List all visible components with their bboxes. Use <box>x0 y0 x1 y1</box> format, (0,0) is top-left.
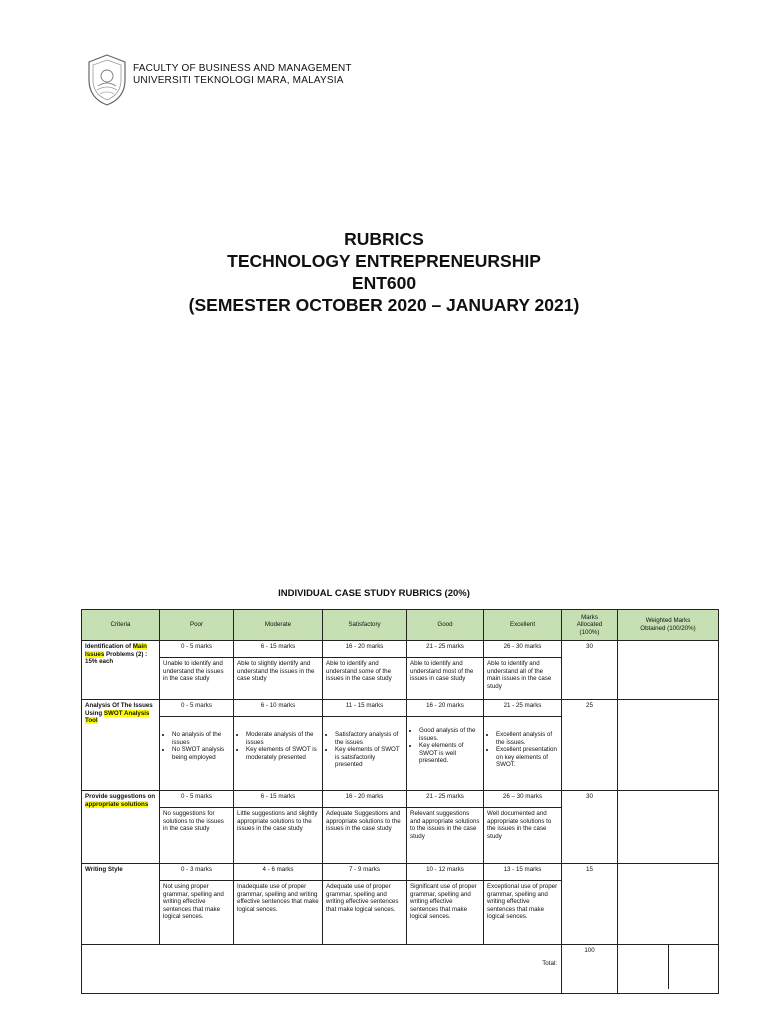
range-good: 10 - 12 marks <box>407 864 484 881</box>
weighted-marks-cell[interactable] <box>618 791 719 864</box>
criteria-text-post: Problems (2) : 15% each <box>85 650 148 666</box>
criteria-cell <box>82 641 160 700</box>
criteria-text: Analysis Of The Issues Using <box>85 702 153 717</box>
bullet-list <box>487 731 558 769</box>
desc-poor: Not using proper grammar, spelling and writing effective sentences that make logical sences. <box>160 881 234 945</box>
total-weighted-input[interactable] <box>618 945 669 989</box>
table-row <box>82 641 719 658</box>
title-course-name: TECHNOLOGY ENTREPRENEURSHIP <box>227 251 541 271</box>
desc-poor <box>160 717 234 791</box>
header-marks-line1: Marks <box>581 613 598 621</box>
header-marks-line2: Allocated <box>576 621 603 629</box>
weighted-marks-cell[interactable] <box>618 641 719 700</box>
range-satisfactory: 16 - 20 marks <box>323 641 407 658</box>
range-poor: 0 - 5 marks <box>160 700 234 717</box>
document-titles <box>0 228 768 316</box>
criteria-text: Provide suggestions on <box>85 793 156 800</box>
desc-excellent <box>484 717 562 791</box>
criteria-text: Identification of <box>85 643 133 650</box>
header-good: Good <box>407 610 484 641</box>
total-label-cell <box>82 945 562 994</box>
list-item: • Moderate analysis of the issues <box>246 731 319 746</box>
range-good: 21 - 25 marks <box>407 641 484 658</box>
header-weighted-line2: Obtained (100/20%) <box>640 625 696 632</box>
criteria-cell <box>82 791 160 864</box>
bullet-list <box>237 731 319 761</box>
table-row <box>82 791 719 808</box>
criteria-highlight: SWOT Analysis Tool <box>85 709 150 725</box>
range-poor: 0 - 5 marks <box>160 641 234 658</box>
marks-allocated-cell: 30 <box>562 791 618 864</box>
desc-good: Relevant suggestions and appropriate solutions to the issues in the case study <box>407 808 484 864</box>
uitm-crest-icon <box>84 52 130 108</box>
desc-excellent: Exceptional use of proper grammar, spelling and writing effective sentences that make logical sences. <box>484 881 562 945</box>
range-moderate: 6 - 15 marks <box>234 791 323 808</box>
list-item: • Key elements of SWOT is moderately presented <box>246 746 319 761</box>
marks-allocated-cell: 30 <box>562 641 618 700</box>
total-marks-cell: 100 <box>562 945 618 994</box>
table-header-row <box>82 610 719 641</box>
desc-moderate: Little suggestions and slightly appropriate solutions to the issues in the case study <box>234 808 323 864</box>
table-row <box>82 864 719 881</box>
university-name: UNIVERSITI TEKNOLOGI MARA, MALAYSIA <box>133 75 344 86</box>
desc-good: Significant use of proper grammar, spelling and writing effective sentences that make logical sences. <box>407 881 484 945</box>
rubric-table <box>81 609 719 994</box>
desc-satisfactory: Adequate use of proper grammar, spelling and writing effective sentences that make logical sences. <box>323 881 407 945</box>
total-row <box>82 945 719 994</box>
bullet-list <box>410 727 480 765</box>
range-satisfactory: 16 - 20 marks <box>323 791 407 808</box>
header-weighted-line1: Weighted Marks <box>645 617 691 625</box>
weighted-marks-cell[interactable] <box>618 700 719 791</box>
range-excellent: 13 - 15 marks <box>484 864 562 881</box>
table-row <box>82 700 719 717</box>
range-poor: 0 - 3 marks <box>160 864 234 881</box>
weighted-marks-cell[interactable] <box>618 864 719 945</box>
header-criteria: Criteria <box>82 610 160 641</box>
bullet-list <box>163 731 230 761</box>
desc-excellent: Able to identify and understand all of the main issues in the case study <box>484 658 562 700</box>
criteria-cell <box>82 864 160 945</box>
total-label: Total: <box>542 960 557 967</box>
desc-satisfactory <box>323 717 407 791</box>
range-moderate: 4 - 6 marks <box>234 864 323 881</box>
marks-allocated-cell: 15 <box>562 864 618 945</box>
range-good: 21 - 25 marks <box>407 791 484 808</box>
desc-good: Able to identify and understand most of the issues in case study <box>407 658 484 700</box>
title-rubrics: RUBRICS <box>344 229 424 249</box>
total-weighted-input-2[interactable] <box>669 945 719 989</box>
range-satisfactory: 7 - 9 marks <box>323 864 407 881</box>
desc-good <box>407 717 484 791</box>
title-semester: (SEMESTER OCTOBER 2020 – JANUARY 2021) <box>188 295 580 315</box>
desc-satisfactory: Adequate Suggestions and appropriate solutions to the issues in the case study <box>323 808 407 864</box>
desc-poor: Unable to identify and understand the issues in the case study <box>160 658 234 700</box>
header-marks-line3: (100%) <box>579 628 600 636</box>
header-marks-allocated <box>562 610 618 641</box>
bullet-list <box>326 731 403 769</box>
list-item: • Good analysis of the issues. <box>419 727 480 742</box>
faculty-name: FACULTY OF BUSINESS AND MANAGEMENT <box>133 63 352 74</box>
range-excellent: 26 – 30 marks <box>484 791 562 808</box>
criteria-highlight: appropriate solutions <box>85 800 149 808</box>
header-satisfactory: Satisfactory <box>323 610 407 641</box>
criteria-cell <box>82 700 160 791</box>
header-excellent: Excellent <box>484 610 562 641</box>
header-poor: Poor <box>160 610 234 641</box>
list-item: • No analysis of the issues <box>172 731 230 746</box>
range-excellent: 26 - 30 marks <box>484 641 562 658</box>
criteria-text: Writing Style <box>85 866 123 873</box>
criteria-highlight: Main Issues <box>85 643 147 658</box>
range-good: 16 - 20 marks <box>407 700 484 717</box>
header-moderate: Moderate <box>234 610 323 641</box>
list-item: • Excellent presentation on key elements of SWOT. <box>496 746 558 769</box>
desc-poor: No suggestions for solutions to the issues in the case study <box>160 808 234 864</box>
list-item: • Satisfactory analysis of the issues <box>335 731 403 746</box>
list-item: • No SWOT analysis being employed <box>172 746 230 761</box>
range-moderate: 6 - 15 marks <box>234 641 323 658</box>
range-moderate: 6 - 10 marks <box>234 700 323 717</box>
total-weighted-cell <box>618 945 719 994</box>
list-item: • Key elements of SWOT is satisfactorily presented <box>335 746 403 769</box>
table-caption: INDIVIDUAL CASE STUDY RUBRICS (20%) <box>278 588 470 599</box>
list-item: • Key elements of SWOT is well presented. <box>419 742 480 765</box>
desc-moderate <box>234 717 323 791</box>
header-text <box>133 63 352 87</box>
header-weighted-marks <box>618 610 719 641</box>
range-excellent: 21 - 25 marks <box>484 700 562 717</box>
desc-moderate: Inadequate use of proper grammar, spelling and writing effective sentences that make logical sences. <box>234 881 323 945</box>
title-course-code: ENT600 <box>351 273 417 293</box>
desc-satisfactory: Able to identify and understand some of the issues in the case study <box>323 658 407 700</box>
range-satisfactory: 11 - 15 marks <box>323 700 407 717</box>
list-item: • Excellent analysis of the issues. <box>496 731 558 746</box>
marks-allocated-cell: 25 <box>562 700 618 791</box>
desc-excellent: Well documented and appropriate solutions to the issues in the case study <box>484 808 562 864</box>
desc-moderate: Able to slightly identify and understand the issues in the case study <box>234 658 323 700</box>
range-poor: 0 - 5 marks <box>160 791 234 808</box>
